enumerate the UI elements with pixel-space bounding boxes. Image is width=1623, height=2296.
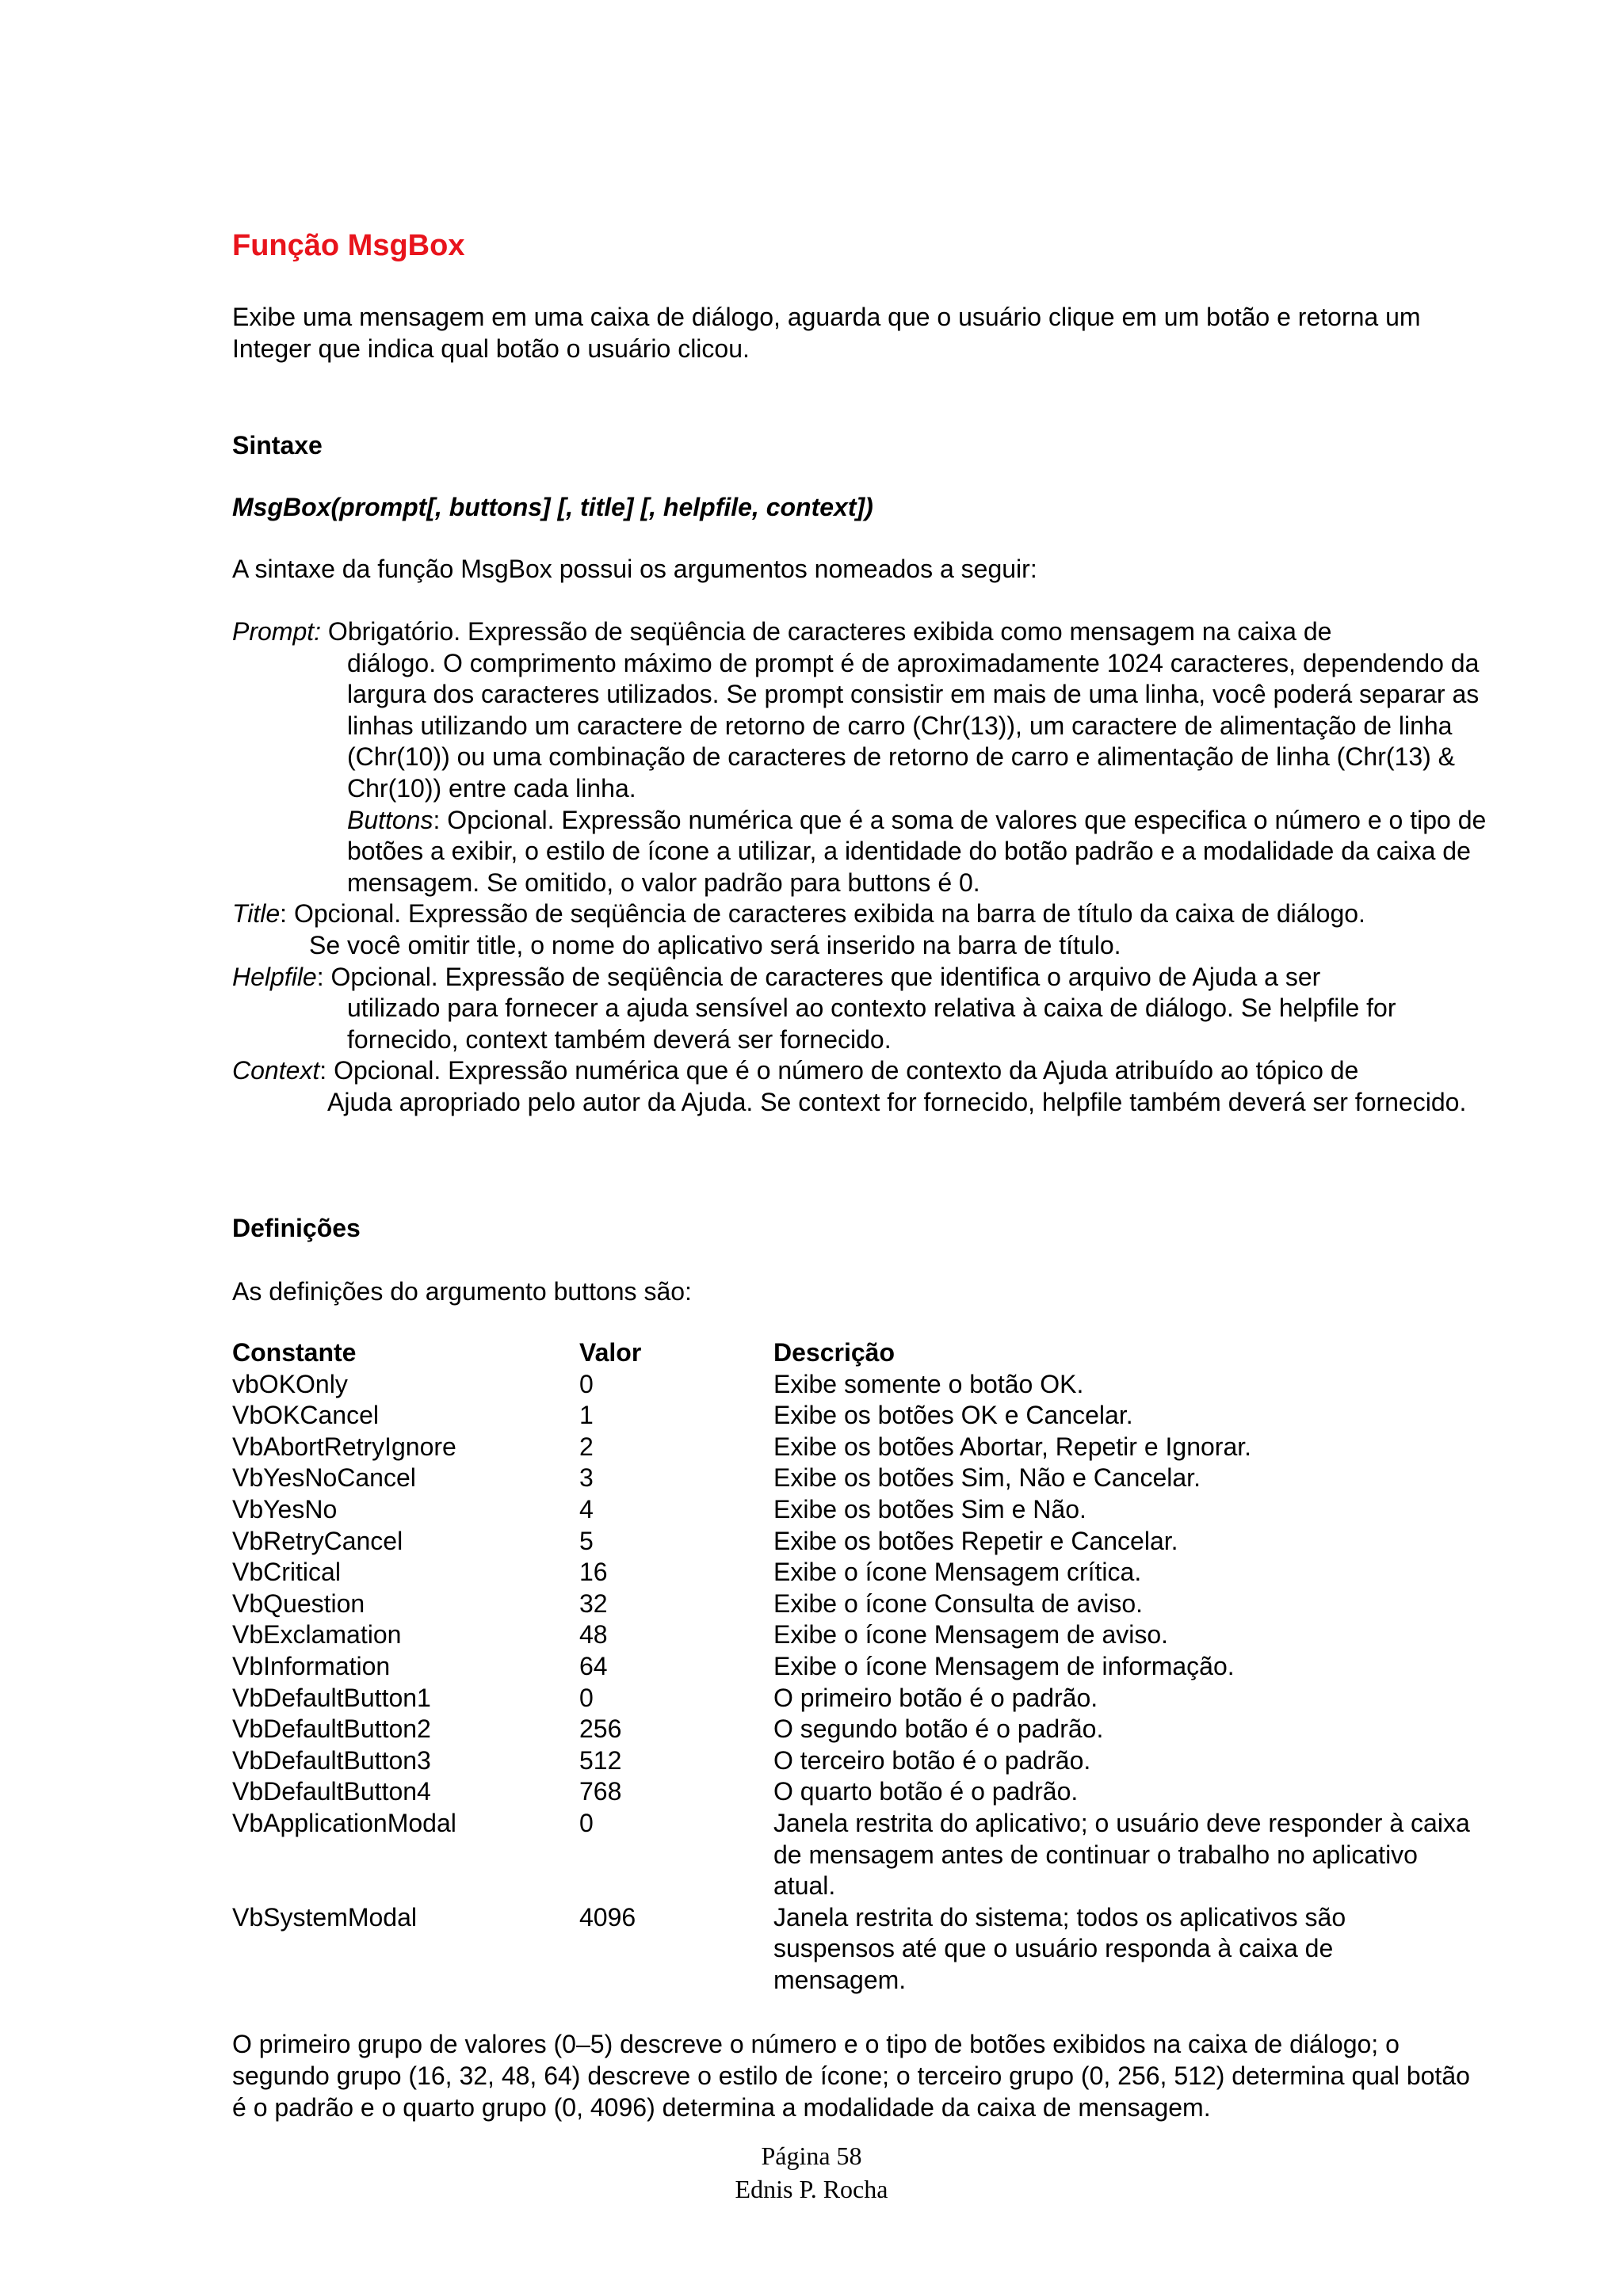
cell-constante: VbYesNo <box>232 1494 338 1524</box>
table-row <box>232 1808 1500 1902</box>
cell-descricao: Exibe o ícone Consulta de aviso. <box>773 1589 1144 1618</box>
cell-valor: 0 <box>579 1683 594 1712</box>
cell-valor: 256 <box>579 1714 622 1744</box>
cell-descricao: Exibe os botões Abortar, Repetir e Ignorar. <box>773 1432 1252 1461</box>
table-row <box>232 1589 1500 1620</box>
arg-name-helpfile: Helpfile <box>232 962 317 991</box>
table-row <box>232 1745 1500 1777</box>
cell-constante: vbOKOnly <box>232 1369 348 1398</box>
cell-descricao: Exibe somente o botão OK. <box>773 1369 1084 1398</box>
cell-valor: 64 <box>579 1651 608 1680</box>
definicoes-description: As definições do argumento buttons são: <box>232 1277 692 1306</box>
cell-valor: 16 <box>579 1558 608 1587</box>
cell-constante: VbYesNoCancel <box>232 1463 416 1493</box>
arg-text-context: : Opcional. Expressão numérica que é o número de contexto da Ajuda atribuído ao tópico de <box>319 1056 1359 1085</box>
arg-helpfile <box>232 962 1500 1056</box>
cell-valor: 4 <box>579 1494 594 1524</box>
section-heading-definicoes: Definições <box>232 1214 361 1242</box>
table-header-row <box>232 1337 1500 1369</box>
table-row <box>232 1369 1500 1401</box>
table-row <box>232 1494 1500 1526</box>
arg-cont-prompt: diálogo. O comprimento máximo de prompt é de aproximadamente 1024 caracteres, dependendo da largura dos caracteres utilizados. Se prompt consistir em mais de uma linha, você poderá separar as linhas utilizando um caractere de retorno de carro (Chr(13)), um caractere de alimentação de linha (Chr(10)) ou uma combinação de caracteres de retorno de carro e alimentação de linha (Chr(13) & Chr(10)) entre cada linha. <box>347 648 1480 803</box>
cell-valor: 32 <box>579 1589 608 1618</box>
cell-valor: 48 <box>579 1620 608 1650</box>
cell-descricao: O terceiro botão é o padrão. <box>773 1745 1091 1775</box>
cell-constante: VbDefaultButton3 <box>232 1745 431 1775</box>
buttons-table <box>232 1337 1500 1996</box>
cell-valor: 4096 <box>579 1902 636 1932</box>
cell-valor: 1 <box>579 1401 594 1430</box>
arg-name-title: Title <box>232 899 281 929</box>
table-row <box>232 1526 1500 1558</box>
cell-constante: VbOKCancel <box>232 1401 379 1430</box>
cell-descricao: Janela restrita do aplicativo; o usuário deve responder à caixa de mensagem antes de continuar o trabalho no aplicativo atual. <box>773 1808 1470 1901</box>
table-row <box>232 1432 1500 1463</box>
cell-constante: VbInformation <box>232 1651 391 1680</box>
arg-name-context: Context <box>232 1056 320 1085</box>
arg-context <box>232 1055 1500 1118</box>
cell-descricao: Exibe os botões Sim, Não e Cancelar. <box>773 1463 1201 1493</box>
arg-name-prompt: Prompt: <box>232 617 322 646</box>
cell-descricao: O quarto botão é o padrão. <box>773 1777 1079 1806</box>
cell-valor: 5 <box>579 1526 594 1555</box>
arg-text-title: : Opcional. Expressão de seqüência de caracteres exibida na barra de título da caixa de diálogo. <box>280 899 1365 929</box>
cell-descricao: Exibe o ícone Mensagem crítica. <box>773 1558 1142 1587</box>
cell-constante: VbQuestion <box>232 1589 365 1618</box>
arg-text-buttons: : Opcional. Expressão numérica que é a soma de valores que especifica o número e o tipo de botões a exibir, o estilo de ícone a utilizar, a identidade do botão padrão e a modalidade da caixa de mensagem. Se omitido, o valor padrão para buttons é 0. <box>347 805 1487 897</box>
cell-constante: VbDefaultButton1 <box>232 1683 431 1712</box>
cell-descricao: Exibe o ícone Mensagem de informação. <box>773 1651 1235 1680</box>
arg-name-buttons: Buttons <box>347 805 433 834</box>
table-row <box>232 1400 1500 1432</box>
cell-constante: VbCritical <box>232 1558 341 1587</box>
table-row <box>232 1557 1500 1589</box>
cell-constante: VbDefaultButton4 <box>232 1777 431 1806</box>
table-row <box>232 1619 1500 1651</box>
arguments-list <box>232 616 1500 1119</box>
cell-valor: 0 <box>579 1808 594 1837</box>
cell-descricao: Exibe os botões OK e Cancelar. <box>773 1401 1133 1430</box>
cell-constante: VbDefaultButton2 <box>232 1714 431 1744</box>
arg-title <box>232 898 1500 961</box>
arg-text-prompt: Obrigatório. Expressão de seqüência de caracteres exibida como mensagem na caixa de <box>321 617 1332 646</box>
cell-valor: 768 <box>579 1777 622 1806</box>
cell-constante: VbExclamation <box>232 1620 402 1650</box>
cell-constante: VbApplicationModal <box>232 1808 456 1837</box>
table-row <box>232 1463 1500 1494</box>
header-descricao: Descrição <box>773 1338 895 1367</box>
footer-author: Ednis P. Rocha <box>735 2175 888 2203</box>
cell-descricao: O primeiro botão é o padrão. <box>773 1683 1098 1712</box>
table-row <box>232 1651 1500 1683</box>
cell-valor: 0 <box>579 1369 594 1398</box>
syntax-description: A sintaxe da função MsgBox possui os argumentos nomeados a seguir: <box>232 555 1037 583</box>
footer-page-number: Página 58 <box>761 2142 862 2170</box>
document-page <box>232 0 1487 2296</box>
cell-descricao: Exibe os botões Repetir e Cancelar. <box>773 1526 1178 1555</box>
intro-paragraph: Exibe uma mensagem em uma caixa de diálogo, aguarda que o usuário clique em um botão e retorna um Integer que indica qual botão o usuário clicou. <box>232 303 1421 363</box>
cell-valor: 2 <box>579 1432 594 1461</box>
cell-constante: VbAbortRetryIgnore <box>232 1432 456 1461</box>
cell-constante: VbRetryCancel <box>232 1526 403 1555</box>
table-row <box>232 1683 1500 1714</box>
arg-buttons <box>232 805 1500 899</box>
arg-cont-helpfile: utilizado para fornecer a ajuda sensível ao contexto relativa à caixa de diálogo. Se helpfile for fornecido, context também deverá ser fornecido. <box>347 994 1396 1054</box>
cell-constante: VbSystemModal <box>232 1902 417 1932</box>
cell-descricao: O segundo botão é o padrão. <box>773 1714 1104 1744</box>
arg-cont-title: Se você omitir title, o nome do aplicativo será inserido na barra de título. <box>309 930 1121 959</box>
table-row <box>232 1776 1500 1808</box>
syntax-line: MsgBox(prompt[, buttons] [, title] [, helpfile, context]) <box>232 493 873 521</box>
section-heading-sintaxe: Sintaxe <box>232 431 323 460</box>
cell-descricao: Exibe o ícone Mensagem de aviso. <box>773 1620 1169 1650</box>
cell-descricao: Janela restrita do sistema; todos os aplicativos são suspensos até que o usuário responda à caixa de mensagem. <box>773 1902 1346 1994</box>
table-row <box>232 1714 1500 1745</box>
arg-prompt <box>232 616 1500 898</box>
cell-valor: 3 <box>579 1463 594 1493</box>
page-title: Função MsgBox <box>232 229 465 262</box>
header-valor: Valor <box>579 1338 642 1367</box>
cell-descricao: Exibe os botões Sim e Não. <box>773 1494 1086 1524</box>
table-row <box>232 1902 1500 1997</box>
cell-valor: 512 <box>579 1745 622 1775</box>
arg-cont-context: Ajuda apropriado pelo autor da Ajuda. Se context for fornecido, helpfile também deverá ser fornecido. <box>327 1087 1467 1116</box>
header-constante: Constante <box>232 1338 357 1367</box>
summary-paragraph: O primeiro grupo de valores (0–5) descreve o número e o tipo de botões exibidos na caixa de diálogo; o segundo grupo (16, 32, 48, 64) descreve o estilo de ícone; o terceiro grupo (0, 256, 512) determina qual botão é o padrão e o quarto grupo (0, 4096) determina a modalidade da caixa de mensagem. <box>232 2030 1470 2122</box>
arg-text-helpfile: : Opcional. Expressão de seqüência de caracteres que identifica o arquivo de Ajuda a ser <box>316 962 1321 991</box>
